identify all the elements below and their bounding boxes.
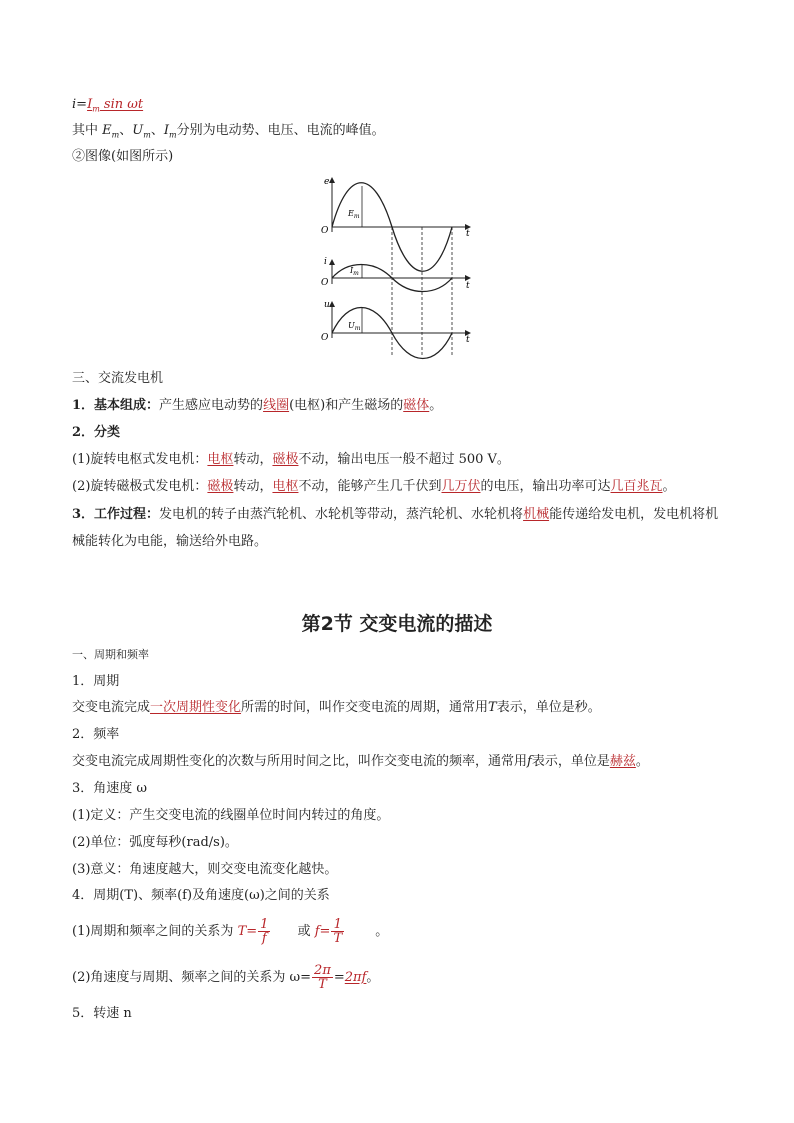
svg-text:O: O (321, 333, 329, 343)
waveform-figure (316, 176, 476, 362)
svg-text:t: t (466, 335, 470, 345)
voltage-graph (321, 300, 470, 359)
period-frequency-relation: (1)周期和频率之间的关系为 T= $\frac{1}{f}$ 或 f= $\frac{1}{T}$ 。 (72, 917, 389, 946)
fraction-1-over-f: $\frac{1}{f}$ (260, 917, 269, 946)
generator-item2: 2．分类 (72, 425, 121, 440)
frequency-subheading: 2．频率 (72, 727, 120, 742)
formula-prefix: i= (72, 97, 88, 112)
formula-fill: $I_m$ sin ωt (87, 97, 144, 114)
generator-item3: 3．工作过程：发电机的转子由蒸汽轮机、水轮机等带动，蒸汽轮机、水轮机将机械能传递给发电机，发电机将机械能转化为电能，输送给外电路。 (72, 507, 719, 549)
em-label: $E_m$ (348, 209, 360, 220)
generator-item1: 1．基本组成：产生感应电动势的线圈(电枢)和产生磁场的磁体。 (72, 398, 443, 413)
rotation-speed-subheading: 5．转速 n (72, 1006, 132, 1021)
angular-speed-unit: (2)单位：弧度每秒(rad/s)。 (72, 835, 238, 850)
origin-label: O (321, 226, 329, 236)
angular-speed-meaning: (3)意义：角速度越大，则交变电流变化越快。 (72, 862, 338, 877)
rotating-pole-line: (2)旋转磁极式发电机：磁极转动，电枢不动，能够产生几千伏到几万伏的电压，输出功率可达几百兆瓦。 (72, 479, 676, 494)
angular-speed-subheading: 3．角速度 ω (72, 781, 148, 796)
im-label: $I_m$ (350, 266, 359, 277)
fraction-1-over-T: $\frac{1}{T}$ (333, 917, 343, 946)
um-label: $U_m$ (348, 321, 361, 332)
image-heading: ②图像(如图所示) (72, 149, 174, 164)
peak-line: 其中 $E_m$、$U_m$、$I_m$分别为电动势、电压、电流的峰值。 (72, 123, 385, 140)
generator-heading: 三、交流发电机 (72, 371, 164, 386)
current-graph (321, 257, 470, 292)
svg-text:t: t (466, 281, 470, 291)
period-frequency-heading: 一、周期和频率 (72, 648, 149, 661)
i-axis-label: i (324, 257, 327, 267)
angular-speed-relation: (2)角速度与周期、频率之间的关系为 ω= $\frac{2\pi}{T}$ =2πf。 (72, 963, 380, 992)
relation-subheading: 4．周期(T)、频率(f)及角速度(ω)之间的关系 (72, 888, 330, 903)
section-title: 第2节 交变电流的描述 (301, 613, 493, 635)
rotating-armature-line: (1)旋转电枢式发电机：电枢转动，磁极不动，输出电压一般不超过 500 V。 (72, 452, 510, 467)
frequency-definition: 交变电流完成周期性变化的次数与所用时间之比，叫作交变电流的频率，通常用f表示，单位是赫兹。 (72, 754, 649, 769)
emf-graph (321, 177, 470, 271)
formula-line (72, 96, 143, 119)
u-axis-label: u (324, 300, 330, 310)
period-definition: 交变电流完成一次周期性变化所需的时间，叫作交变电流的周期，通常用T表示，单位是秒。 (72, 700, 601, 715)
period-subheading: 1．周期 (72, 674, 120, 689)
fraction-2pi-over-T: $\frac{2\pi}{T}$ (314, 963, 331, 992)
t-axis-label: t (466, 229, 470, 239)
e-axis-label: e (324, 177, 330, 187)
svg-text:O: O (321, 278, 329, 288)
angular-speed-definition: (1)定义：产生交变电流的线圈单位时间内转过的角度。 (72, 808, 390, 823)
